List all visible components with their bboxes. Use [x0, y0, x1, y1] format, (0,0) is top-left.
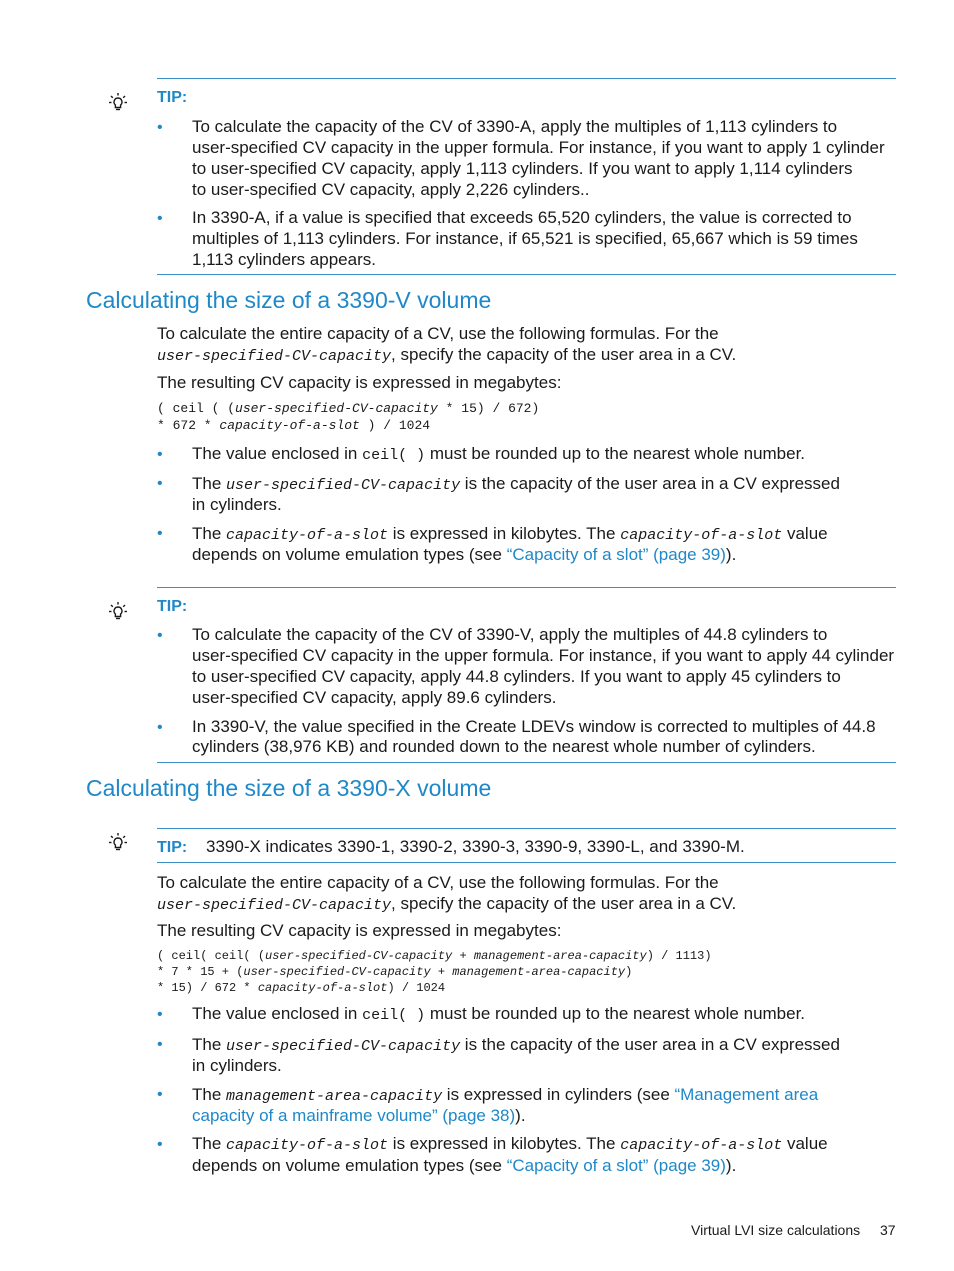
- tip1-b1-line2: user-specified CV capacity in the upper formula. For instance, if you want to apply 1 cylinder: [192, 138, 885, 157]
- s2-b1: [192, 1003, 805, 1026]
- bullet-dot: •: [157, 210, 163, 227]
- var-capacity-of-a-slot: capacity-of-a-slot: [226, 527, 389, 544]
- lightbulb-icon: [108, 832, 128, 854]
- tip2-b1-line4: user-specified CV capacity, apply 89.6 cylinders.: [192, 688, 557, 707]
- text-part: is the capacity of the user area in a CV expressed: [460, 474, 840, 493]
- section-heading-3390x: Calculating the size of a 3390-X volume: [86, 775, 492, 801]
- text-part: depends on volume emulation types (see: [192, 1156, 507, 1175]
- bullet-dot: •: [157, 1136, 163, 1153]
- text-part: , specify the capacity of the user area in a CV.: [391, 894, 737, 913]
- tip1-b2-line1: In 3390-A, if a value is specified that exceeds 65,520 cylinders, the value is corrected to: [192, 208, 852, 227]
- code-part: ) / 1024: [359, 418, 431, 433]
- s1-intro-rest: , specify the capacity of the user area in a CV.: [391, 345, 737, 364]
- var-management-area-capacity: management-area-capacity: [226, 1088, 443, 1105]
- var-user-specified-cv-capacity: user-specified-CV-capacity: [226, 477, 461, 494]
- footer-section-title: Virtual LVI size calculations: [691, 1222, 861, 1238]
- text-part: The: [192, 524, 227, 543]
- tip1-b1-line3: to user-specified CV capacity, apply 1,113 cylinders. If you want to apply 1,114 cylinders: [192, 159, 853, 178]
- tip1-b1-line1: To calculate the capacity of the CV of 3390-A, apply the multiples of 1,113 cylinders to: [192, 117, 838, 136]
- var-user-specified-cv-capacity: user-specified-CV-capacity: [235, 401, 438, 416]
- var-user-specified-cv-capacity: user-specified-CV-capacity: [157, 348, 392, 365]
- text-part: The value enclosed in: [192, 444, 363, 463]
- s1-intro-line2: [157, 344, 736, 367]
- bullet-dot: •: [157, 446, 163, 463]
- bullet-dot: •: [157, 119, 163, 136]
- text-part: ).: [725, 1156, 737, 1175]
- bullet-dot: •: [157, 475, 163, 492]
- lightbulb-icon: [108, 601, 128, 623]
- text-part: value: [782, 524, 828, 543]
- code-part: * 15) / 672): [437, 401, 540, 416]
- bullet-dot: •: [157, 1006, 163, 1023]
- code-part: ( ceil( ceil( (: [157, 949, 266, 963]
- tip2-b2-line2: cylinders (38,976 KB) and rounded down to the nearest whole number of cylinders.: [192, 737, 816, 756]
- s2-b4-line1: [192, 1133, 828, 1156]
- var-user-specified-cv-capacity: user-specified-CV-capacity: [265, 949, 453, 963]
- text-part: must be rounded up to the nearest whole number.: [425, 1004, 806, 1023]
- tip1-b2-line2: multiples of 1,113 cylinders. For instance, if 65,521 is specified, 65,667 which is 59 times: [192, 229, 858, 248]
- tip-top-rule: [157, 828, 896, 829]
- code-part: * 7 * 15 + (: [157, 965, 244, 979]
- code-part: +: [430, 965, 453, 979]
- code-part: ) / 1024: [387, 981, 446, 995]
- var-user-specified-cv-capacity: user-specified-CV-capacity: [157, 897, 392, 914]
- code-part: * 672 *: [157, 418, 220, 433]
- s2-b4-line2: [192, 1155, 736, 1176]
- tip-label: TIP:: [157, 598, 188, 615]
- tip2-b1-line1: To calculate the capacity of the CV of 3390-V, apply the multiples of 44.8 cylinders to: [192, 625, 828, 644]
- code-part: * 15) / 672 *: [157, 981, 258, 995]
- s1-code-line1: [157, 401, 539, 417]
- text-part: is expressed in cylinders (see: [442, 1085, 675, 1104]
- s2-b3-line1: [192, 1084, 818, 1107]
- tip2-b1-line2: user-specified CV capacity in the upper formula. For instance, if you want to apply 44 cylinder: [192, 646, 895, 665]
- var-user-specified-cv-capacity: user-specified-CV-capacity: [243, 965, 431, 979]
- var-capacity-of-a-slot: capacity-of-a-slot: [226, 1137, 389, 1154]
- var-capacity-of-a-slot: capacity-of-a-slot: [620, 1137, 783, 1154]
- text-part: The: [192, 474, 227, 493]
- var-management-area-capacity: management-area-capacity: [452, 965, 626, 979]
- s2-code-line2: [157, 964, 632, 980]
- s2-tip-text: 3390-X indicates 3390-1, 3390-2, 3390-3, 3390-9, 3390-L, and 3390-M.: [206, 837, 745, 856]
- s1-b3-line2: [192, 544, 736, 565]
- code-ceil: ceil( ): [362, 447, 426, 464]
- bullet-dot: •: [157, 525, 163, 542]
- text-part: The value enclosed in: [192, 1004, 363, 1023]
- var-capacity-of-a-slot: capacity-of-a-slot: [620, 527, 783, 544]
- s1-b3-line1: [192, 523, 828, 546]
- s2-code-line1: [157, 948, 712, 964]
- s2-b2-line1: [192, 1034, 840, 1057]
- s1-result-text: The resulting CV capacity is expressed in megabytes:: [157, 373, 562, 392]
- text-part: The: [192, 1134, 227, 1153]
- bullet-dot: •: [157, 1086, 163, 1103]
- bullet-dot: •: [157, 1036, 163, 1053]
- s2-intro-line2: [157, 893, 736, 916]
- text-part: The: [192, 1085, 227, 1104]
- tip-bottom-rule: [157, 274, 896, 275]
- tip2-b2-line1: In 3390-V, the value specified in the Create LDEVs window is corrected to multiples of 44.8: [192, 717, 876, 736]
- var-management-area-capacity: management-area-capacity: [473, 949, 647, 963]
- bullet-dot: •: [157, 719, 163, 736]
- tip1-b1-line4: to user-specified CV capacity, apply 2,226 cylinders..: [192, 180, 590, 199]
- s2-intro-line1: To calculate the entire capacity of a CV, use the following formulas. For the: [157, 873, 719, 892]
- page-number: 37: [880, 1222, 896, 1238]
- tip1-b2-line3: 1,113 cylinders appears.: [192, 250, 376, 269]
- s1-code-line2: [157, 418, 430, 434]
- link-capacity-of-a-slot[interactable]: “Capacity of a slot” (page 39): [506, 545, 726, 564]
- text-part: ).: [725, 545, 737, 564]
- code-part: ): [625, 965, 633, 979]
- text-part: depends on volume emulation types (see: [192, 545, 507, 564]
- text-part: is expressed in kilobytes. The: [388, 1134, 621, 1153]
- tip-bottom-rule: [157, 862, 896, 863]
- s2-b3-line2: [192, 1105, 526, 1126]
- tip-bottom-rule: [157, 762, 896, 763]
- link-management-area-capacity[interactable]: capacity of a mainframe volume” (page 38): [192, 1106, 516, 1125]
- bullet-dot: •: [157, 627, 163, 644]
- text-part: The: [192, 1035, 227, 1054]
- tip-label: TIP:: [157, 89, 188, 106]
- text-part: ).: [515, 1106, 526, 1125]
- lightbulb-icon: [108, 92, 128, 114]
- s2-result-text: The resulting CV capacity is expressed in megabytes:: [157, 921, 562, 940]
- s1-b2-line1: [192, 473, 840, 496]
- code-ceil: ceil( ): [362, 1007, 426, 1024]
- var-user-specified-cv-capacity: user-specified-CV-capacity: [226, 1038, 461, 1055]
- s2-b2-line2: in cylinders.: [192, 1056, 282, 1075]
- link-management-area-capacity[interactable]: “Management area: [674, 1085, 819, 1104]
- s1-b2-line2: in cylinders.: [192, 495, 282, 514]
- code-part: +: [452, 949, 474, 963]
- link-capacity-of-a-slot[interactable]: “Capacity of a slot” (page 39): [506, 1156, 726, 1175]
- section-heading-3390v: Calculating the size of a 3390-V volume: [86, 287, 492, 313]
- text-part: value: [782, 1134, 828, 1153]
- text-part: must be rounded up to the nearest whole number.: [425, 444, 806, 463]
- tip-label: TIP:: [157, 839, 188, 856]
- text-part: is expressed in kilobytes. The: [388, 524, 621, 543]
- var-capacity-of-a-slot: capacity-of-a-slot: [219, 418, 360, 433]
- tip-top-rule: [157, 587, 896, 588]
- var-capacity-of-a-slot: capacity-of-a-slot: [257, 981, 388, 995]
- code-part: ) / 1113): [646, 949, 712, 963]
- code-part: ( ceil ( (: [157, 401, 236, 416]
- s1-b1: [192, 443, 805, 466]
- s1-intro-line1: To calculate the entire capacity of a CV, use the following formulas. For the: [157, 324, 719, 343]
- tip2-b1-line3: to user-specified CV capacity, apply 44.8 cylinders. If you want to apply 45 cylinders to: [192, 667, 841, 686]
- s2-code-line3: [157, 980, 445, 996]
- tip-top-rule: [157, 78, 896, 79]
- text-part: is the capacity of the user area in a CV expressed: [460, 1035, 840, 1054]
